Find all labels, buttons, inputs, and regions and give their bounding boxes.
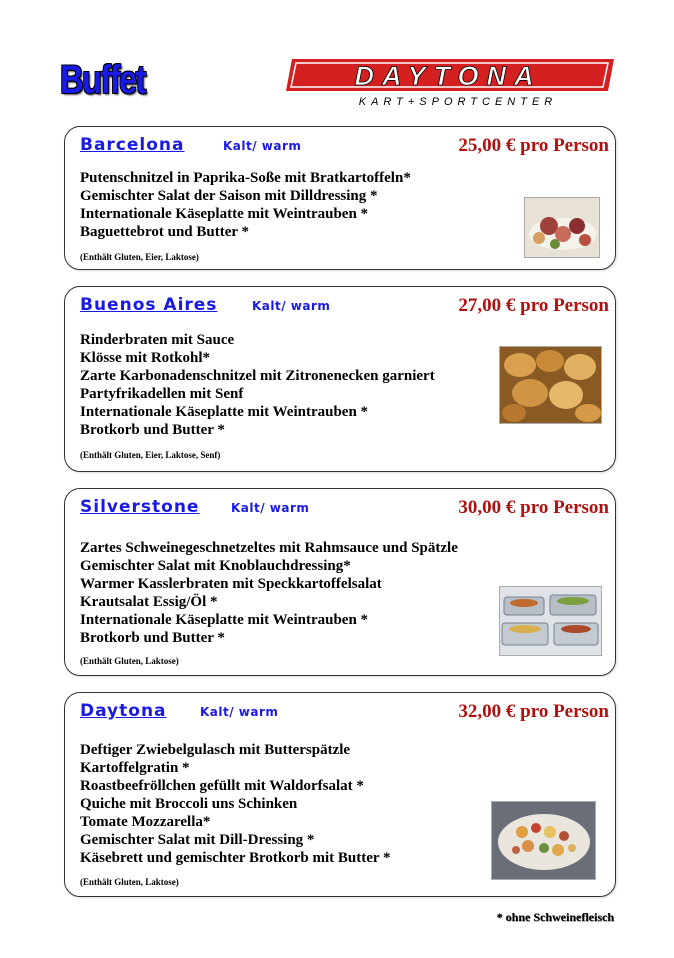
menu-card-barcelona	[64, 126, 616, 270]
menu-item: Internationale Käseplatte mit Weintrauben *	[80, 612, 369, 628]
menu-item: Rinderbraten mit Sauce	[80, 332, 235, 348]
menu-item: Internationale Käseplatte mit Weintrauben *	[80, 404, 369, 420]
menu-price: 25,00 € pro Person	[458, 135, 609, 156]
menu-items	[80, 331, 435, 439]
menu-price: 32,00 € pro Person	[458, 701, 609, 722]
menu-item: Tomate Mozzarella*	[80, 814, 211, 830]
canape-platter-image	[491, 801, 596, 880]
menu-card-daytona	[64, 692, 616, 897]
menu-item: Zartes Schweinegeschnetzeltes mit Rahmsauce und Spätzle	[80, 540, 458, 556]
allergen-note: (Enthält Gluten, Eier, Laktose)	[80, 252, 199, 262]
menu-name: Silverstone	[80, 497, 200, 517]
daytona-logo	[278, 55, 618, 109]
menu-card-silverstone	[64, 488, 616, 676]
menu-temperature: Kalt/ warm	[231, 501, 310, 515]
logo-subtext: KART+SPORTCENTER	[358, 96, 558, 108]
menu-item: Zarte Karbonadenschnitzel mit Zitronenecken garniert	[80, 368, 435, 384]
menu-temperature: Kalt/ warm	[200, 705, 279, 719]
menu-item: Gemischter Salat mit Knoblauchdressing*	[80, 558, 351, 574]
menu-item: Klösse mit Rotkohl*	[80, 350, 211, 366]
menu-item: Brotkorb und Butter *	[80, 422, 225, 438]
menu-items	[80, 169, 411, 241]
menu-item: Putenschnitzel in Paprika-Soße mit Bratkartoffeln*	[80, 170, 411, 186]
menu-name: Buenos Aires	[80, 295, 218, 315]
menu-items	[80, 539, 458, 647]
menu-item: Käsebrett und gemischter Brotkorb mit Butter *	[80, 850, 391, 866]
menu-item: Partyfrikadellen mit Senf	[80, 386, 244, 402]
page-title: Buffet	[60, 58, 145, 102]
allergen-note: (Enthält Gluten, Laktose)	[80, 656, 179, 666]
cold-cuts-platter-image	[524, 197, 600, 258]
menu-price: 30,00 € pro Person	[458, 497, 609, 518]
bread-basket-image	[499, 346, 602, 424]
menu-temperature: Kalt/ warm	[252, 299, 331, 313]
menu-item: Gemischter Salat der Saison mit Dilldressing *	[80, 188, 378, 204]
menu-item: Krautsalat Essig/Öl *	[80, 594, 218, 610]
chafing-dishes-image	[499, 586, 602, 656]
menu-card-buenos-aires	[64, 286, 616, 472]
menu-item: Kartoffelgratin *	[80, 760, 190, 776]
menu-item: Baguettebrot und Butter *	[80, 224, 250, 240]
menu-item: Quiche mit Broccoli uns Schinken	[80, 796, 298, 812]
menu-name: Daytona	[80, 701, 167, 721]
menu-name: Barcelona	[80, 135, 185, 155]
menu-item: Deftiger Zwiebelgulasch mit Butterspätzle	[80, 742, 351, 758]
logo-text: DAYTONA	[354, 61, 542, 91]
allergen-note: (Enthält Gluten, Laktose)	[80, 877, 179, 887]
menu-item: Gemischter Salat mit Dill-Dressing *	[80, 832, 315, 848]
menu-item: Warmer Kasslerbraten mit Speckkartoffelsalat	[80, 576, 382, 592]
allergen-note: (Enthält Gluten, Eier, Laktose, Senf)	[80, 450, 221, 460]
menu-price: 27,00 € pro Person	[458, 295, 609, 316]
menu-temperature: Kalt/ warm	[223, 139, 302, 153]
menu-item: Roastbeefröllchen gefüllt mit Waldorfsalat *	[80, 778, 364, 794]
footnote: * ohne Schweinefleisch	[496, 910, 614, 924]
menu-items	[80, 741, 391, 867]
menu-item: Internationale Käseplatte mit Weintrauben *	[80, 206, 369, 222]
menu-item: Brotkorb und Butter *	[80, 630, 225, 646]
